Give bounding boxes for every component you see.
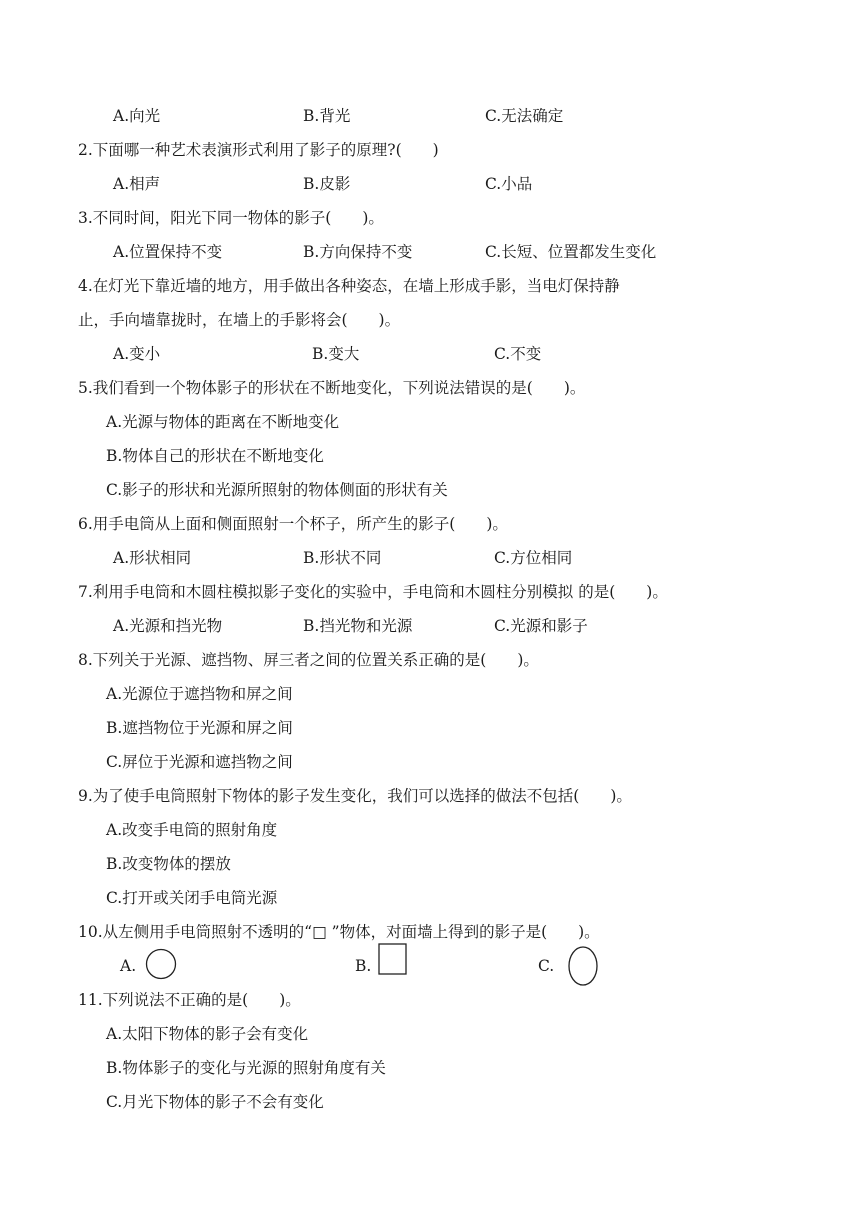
q1-option-a: A.向光 [113, 107, 161, 125]
q2-option-b: B.皮影 [303, 175, 351, 193]
q9-option-b: B.改变物体的摆放 [106, 855, 231, 873]
q5-option-b: B.物体自己的形状在不断地变化 [106, 447, 324, 465]
q6-stem: 6.用手电筒从上面和侧面照射一个杯子，所产生的影子( )。 [78, 515, 508, 533]
q10-option-c: C. [538, 957, 555, 975]
q5-option-c: C.影子的形状和光源所照射的物体侧面的形状有关 [106, 481, 448, 499]
q6-option-b: B.形状不同 [303, 549, 382, 567]
q8-option-a: A.光源位于遮挡物和屏之间 [106, 685, 293, 703]
q7-stem: 7.利用手电筒和木圆柱模拟影子变化的实验中，手电筒和木圆柱分别模拟 的是( )。 [78, 583, 668, 601]
q4-option-c: C.不变 [494, 345, 542, 363]
q8-option-c: C.屏位于光源和遮挡物之间 [106, 753, 293, 771]
q1-option-c: C.无法确定 [485, 107, 564, 125]
q10-stem: 10.从左侧用手电筒照射不透明的“□ ”物体，对面墙上得到的影子是( )。 [78, 923, 600, 941]
q11-option-a: A.太阳下物体的影子会有变化 [106, 1025, 309, 1043]
q7-option-a: A.光源和挡光物 [113, 617, 223, 635]
q7-option-c: C.光源和影子 [494, 617, 588, 635]
q10-circle-shape [144, 947, 178, 981]
q5-option-a: A.光源与物体的距离在不断地变化 [106, 413, 340, 431]
q1-option-b: B.背光 [303, 107, 351, 125]
q8-option-b: B.遮挡物位于光源和屏之间 [106, 719, 293, 737]
q2-option-c: C.小品 [485, 175, 533, 193]
q11-option-b: B.物体影子的变化与光源的照射角度有关 [106, 1059, 386, 1077]
q9-stem: 9.为了使手电筒照射下物体的影子发生变化，我们可以选择的做法不包括( )。 [78, 787, 632, 805]
q11-stem: 11.下列说法不正确的是( )。 [78, 991, 301, 1009]
q3-option-b: B.方向保持不变 [303, 243, 413, 261]
q6-option-a: A.形状相同 [113, 549, 192, 567]
q6-option-c: C.方位相同 [494, 549, 573, 567]
q5-stem: 5.我们看到一个物体影子的形状在不断地变化，下列说法错误的是( )。 [78, 379, 586, 397]
q4-stem-line1: 4.在灯光下靠近墙的地方，用手做出各种姿态，在墙上形成手影，当电灯保持静 [78, 277, 620, 295]
q9-option-a: A.改变手电筒的照射角度 [106, 821, 278, 839]
q10-square-shape [377, 942, 409, 976]
q4-stem-line2: 止，手向墙靠拢时，在墙上的手影将会( )。 [78, 311, 401, 329]
q4-option-b: B.变大 [312, 345, 360, 363]
q10-option-a: A. [120, 957, 137, 975]
q2-option-a: A.相声 [113, 175, 161, 193]
q3-option-c: C.长短、位置都发生变化 [485, 243, 657, 261]
q4-option-a: A.变小 [113, 345, 161, 363]
q3-stem: 3.不同时间，阳光下同一物体的影子( )。 [78, 209, 384, 227]
q8-stem: 8.下列关于光源、遮挡物、屏三者之间的位置关系正确的是( )。 [78, 651, 539, 669]
q2-stem: 2.下面哪一种艺术表演形式利用了影子的原理?( ) [78, 141, 439, 159]
q10-ellipse-shape [565, 944, 601, 988]
q7-option-b: B.挡光物和光源 [303, 617, 413, 635]
q9-option-c: C.打开或关闭手电筒光源 [106, 889, 278, 907]
q11-option-c: C.月光下物体的影子不会有变化 [106, 1093, 324, 1111]
q10-option-b: B. [355, 957, 372, 975]
q3-option-a: A.位置保持不变 [113, 243, 223, 261]
